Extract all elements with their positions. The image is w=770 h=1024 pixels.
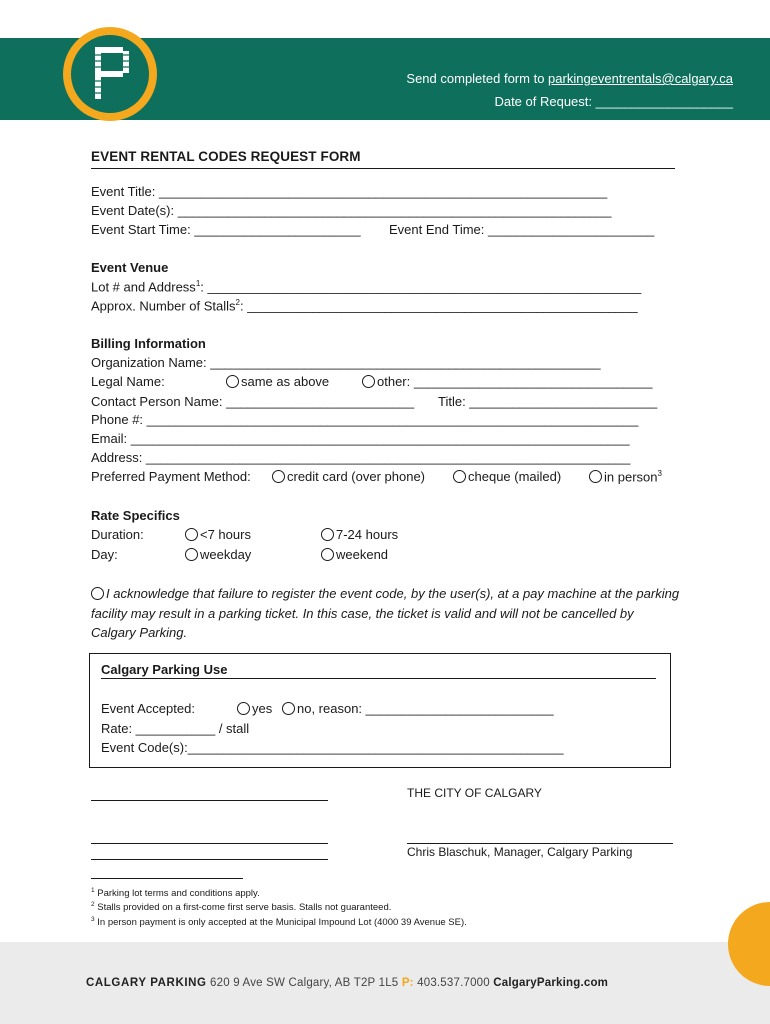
footer-phone-label: P: [401,977,414,989]
legal-name-label: Legal Name: [91,374,165,389]
email-link[interactable]: parkingeventrentals@calgary.ca [548,71,733,86]
address-field[interactable]: Address: ___________________________________________________________________ [91,450,631,465]
day-label: Day: [91,547,118,562]
footer-url[interactable]: CalgaryParking.com [493,977,609,989]
office-use-rule [101,678,656,679]
footnote-1-text: Parking lot terms and conditions apply. [97,888,260,900]
accepted-no-option[interactable] [282,701,554,716]
pay-credit-option[interactable] [272,469,425,484]
duration-short-radio[interactable] [185,528,198,541]
footer-phone: 403.537.7000 [417,977,490,989]
accepted-no-radio[interactable] [282,702,295,715]
contact-title-field[interactable]: Title: __________________________ [438,394,658,409]
weekday-radio[interactable] [185,548,198,561]
title-rule [91,168,675,169]
other-option[interactable] [362,374,652,389]
acknowledge-option[interactable] [91,584,681,643]
accepted-yes-radio[interactable] [237,702,250,715]
pay-cheque-label: cheque (mailed) [468,469,562,484]
stalls-fill: : ______________________________________________________ [239,298,638,314]
other-label: other: _________________________________ [377,374,653,389]
venue-heading: Event Venue [91,260,169,275]
duration-long-option[interactable] [321,527,398,542]
form-title: EVENT RENTAL CODES REQUEST FORM [91,149,361,164]
event-end-field[interactable]: Event End Time: _______________________ [389,222,655,237]
same-as-above-radio[interactable] [226,375,239,388]
footnote-1 [91,887,260,899]
lot-fill: : ____________________________________________________________ [200,279,642,295]
accepted-no-label: no, reason: __________________________ [297,701,554,716]
accepted-yes-option[interactable] [237,701,272,716]
footnote-2-text: Stalls provided on a first-come first serve basis. Stalls not guaranteed. [97,902,392,914]
payment-label: Preferred Payment Method: [91,469,251,484]
weekend-label: weekend [336,547,389,562]
pay-person-sup: 3 [657,469,662,478]
weekend-radio[interactable] [321,548,334,561]
pay-credit-label: credit card (over phone) [287,469,426,484]
pay-credit-radio[interactable] [272,470,285,483]
signature-line-3[interactable] [91,859,328,860]
same-as-above-option[interactable] [226,374,329,389]
logo-inner-circle [71,35,149,113]
org-name-field[interactable]: Organization Name: ______________________________________________________ [91,355,601,370]
duration-long-label: 7-24 hours [336,527,399,542]
pay-cheque-option[interactable] [453,469,561,484]
weekday-label: weekday [200,547,252,562]
duration-label: Duration: [91,527,144,542]
lot-sup: 1 [195,279,201,288]
pay-person-label: in person [604,469,658,485]
footnote-3 [91,916,467,928]
footer-brand: CALGARY PARKING [86,977,207,989]
pay-person-radio[interactable] [589,470,602,483]
event-start-field[interactable]: Event Start Time: _______________________ [91,222,361,237]
weekday-option[interactable] [185,547,251,562]
accepted-yes-label: yes [252,701,273,716]
weekend-option[interactable] [321,547,388,562]
phone-field[interactable]: Phone #: ____________________________________________________________________ [91,412,639,427]
date-of-request[interactable]: Date of Request: ___________________ [494,94,733,109]
lot-label: Lot # and Address [91,279,196,295]
event-dates-field[interactable]: Event Date(s): ____________________________________________________________ [91,203,612,218]
footnote-3-text: In person payment is only accepted at the Municipal Impound Lot (4000 39 Avenue SE). [97,917,467,929]
accepted-label: Event Accepted: [101,701,195,716]
contact-person-field[interactable]: Contact Person Name: __________________________ [91,394,415,409]
duration-short-option[interactable] [185,527,251,542]
billing-heading: Billing Information [91,336,206,351]
rate-field[interactable]: Rate: ___________ / stall [101,721,250,736]
lot-address-field[interactable] [91,279,641,294]
footer-address: 620 9 Ave SW Calgary, AB T2P 1L5 [210,977,399,989]
acknowledge-radio[interactable] [91,587,104,600]
footer-text [86,977,608,989]
parking-p-icon [93,45,133,101]
rate-heading: Rate Specifics [91,508,180,523]
duration-long-radio[interactable] [321,528,334,541]
send-prefix: Send completed form to [406,71,549,86]
signature-line-1[interactable] [91,800,328,801]
send-instructions [406,71,733,86]
same-as-above-label: same as above [241,374,330,389]
calgary-parking-logo [63,27,157,121]
pay-cheque-radio[interactable] [453,470,466,483]
footnote-2 [91,901,391,913]
other-radio[interactable] [362,375,375,388]
manager-label: Chris Blaschuk, Manager, Calgary Parking [407,845,633,859]
email-field[interactable]: Email: _____________________________________________________________________ [91,431,630,446]
event-codes-field[interactable]: Event Code(s):____________________________________________________ [101,740,564,755]
footnote-2-num: 2 [91,901,95,908]
stalls-label: Approx. Number of Stalls [91,298,236,314]
footnote-rule [91,878,243,879]
city-label: THE CITY OF CALGARY [407,786,542,800]
stalls-field[interactable] [91,298,638,313]
stalls-sup: 2 [235,298,240,307]
duration-short-label: <7 hours [200,527,251,542]
footnote-3-num: 3 [91,916,95,923]
acknowledge-text: I acknowledge that failure to register the event code, by the user(s), at a pay machine at the parking facility may result in a parking ticket. In this case, the ticket is valid and will not be cancelled by Calgary Parking. [91,586,680,640]
pay-person-option[interactable] [589,469,662,484]
office-use-title: Calgary Parking Use [101,662,228,677]
signature-line-2[interactable] [91,843,328,844]
manager-signature-line[interactable] [407,843,673,844]
event-title-field[interactable]: Event Title: ______________________________________________________________ [91,184,608,199]
footnote-1-num: 1 [91,887,95,894]
